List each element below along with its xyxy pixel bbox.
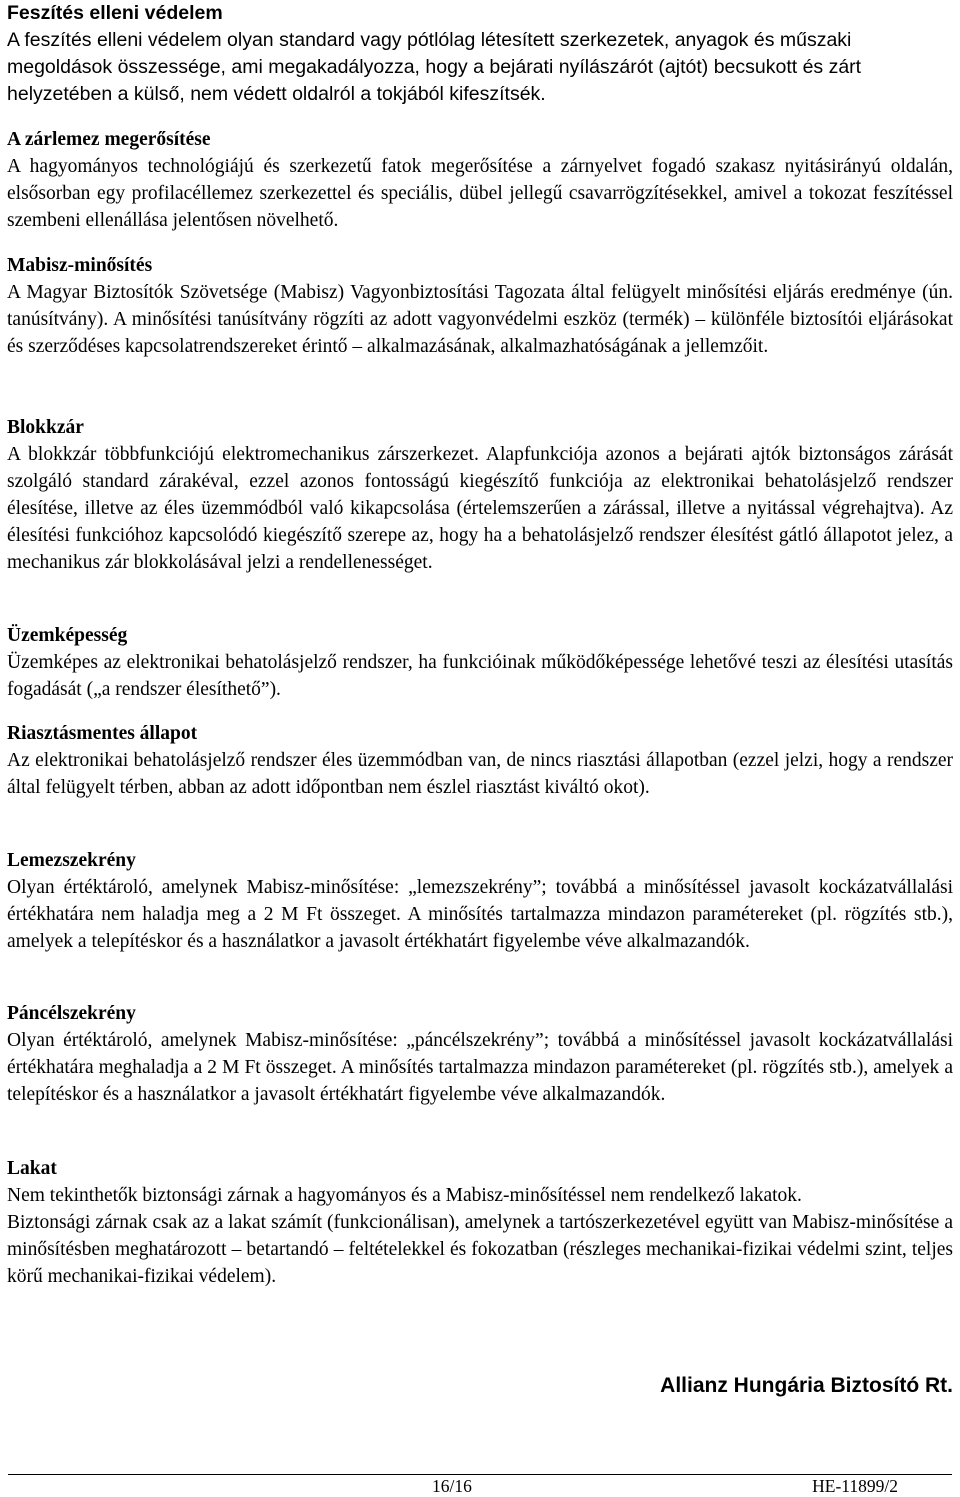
section-uzemkepesseg <box>7 622 953 703</box>
section-feszites <box>7 0 955 108</box>
section-heading: Lakat <box>7 1158 57 1179</box>
section-body: Olyan értéktároló, amelynek Mabisz-minősítése: „páncélszekrény”; továbbá a minősítéssel javasolt kockázatvállalási értékhatára meghaladja a 2 M Ft összeget. A minősítés tartalmazza mindazon paramétereket (pl. rögzítés stb.), amelyek a telepítéskor és a használatkor a javasolt értékhatárt figyelembe véve alkalmazandók. <box>7 1030 953 1105</box>
section-pancelszekreny <box>7 1000 953 1108</box>
section-body: A hagyományos technológiájú és szerkezetű fatok megerősítése a zárnyelvet fogadó szakasz nyitásirányú oldalán, elsősorban egy profilacéllemez szerkezettel és speciális, dübel jellegű csavarrögzítésekkel, amivel a tokozat feszítéssel szembeni ellenállása jelentősen növelhető. <box>7 156 953 231</box>
section-heading: A zárlemez megerősítése <box>7 129 211 150</box>
section-body: Üzemképes az elektronikai behatolásjelző rendszer, ha funkcióinak működőképessége lehetővé teszi az élesítési utasítás fogadását („a rendszer élesíthető”). <box>7 652 953 700</box>
section-heading: Riasztásmentes állapot <box>7 723 198 744</box>
page-number: 16/16 <box>432 1476 472 1496</box>
section-zarlemez <box>7 126 953 234</box>
section-body: A Magyar Biztosítók Szövetsége (Mabisz) Vagyonbiztosítási Tagozata által felügyelt minősítési eljárás eredménye (ún. tanúsítvány). A minősítési tanúsítvány rögzíti az adott vagyonvédelmi eszköz (termék) – különféle biztosítói eljárásokat és szerződéses kapcsolatrendszereket érintő – alkalmazásának, alkalmazhatóságának a jellemzőit. <box>7 282 953 357</box>
signature: Allianz Hungária Biztosító Rt. <box>660 1374 953 1397</box>
section-body: Nem tekinthetők biztonsági zárnak a hagyományos és a Mabisz-minősítéssel nem rendelkező lakatok. <box>7 1185 802 1206</box>
section-heading: Blokkzár <box>7 417 84 438</box>
section-body: A blokkzár többfunkciójú elektromechanikus zárszerkezet. Alapfunkciója azonos a bejárati ajtók biztonságos zárását szolgáló standard zárakéval, ezzel azonos fontosságú kiegészítő funkciója az elektronikai behatolásjelző rendszer élesítése, illetve az éles üzemmódból való kikapcsolása (értelemszerűen a zárással, illetve a nyitással végrehajtva). Az élesítési funkcióhoz kapcsolódó kiegészítő szerepe az, hogy ha a behatolásjelző rendszer élesítést gátló állapotot jelez, a mechanikus zár blokkolásával jelzi a rendellenességet. <box>7 444 953 573</box>
section-riasztasmentes <box>7 720 953 801</box>
section-lakat <box>7 1155 953 1290</box>
section-blokkzar <box>7 414 953 576</box>
section-body: Biztonsági zárnak csak az a lakat számít (funkcionálisan), amelynek a tartószerkezetével együtt van Mabisz-minősítése a minősítésben meghatározott – betartandó – feltételekkel és fokozatban (részleges mechanikai-fizikai védelmi szint, teljes körű mechanikai-fizikai védelem). <box>7 1212 953 1287</box>
section-mabisz <box>7 252 953 360</box>
section-heading: Lemezszekrény <box>7 850 136 871</box>
section-heading: Mabisz-minősítés <box>7 255 153 276</box>
section-lemezszekreny <box>7 847 953 955</box>
section-body: A feszítés elleni védelem olyan standard vagy pótlólag létesített szerkezetek, anyagok és műszaki megoldások összessége, ami megakadályozza, hogy a bejárati nyílászárót (ajtót) becsukott és zárt helyzetében a külső, nem védett oldalról a tokjából kifeszítsék. <box>7 29 862 105</box>
section-heading: Páncélszekrény <box>7 1003 136 1024</box>
footer-divider <box>8 1474 952 1475</box>
section-heading: Üzemképesség <box>7 625 128 646</box>
document-id: HE-11899/2 <box>812 1476 898 1496</box>
section-body: Olyan értéktároló, amelynek Mabisz-minősítése: „lemezszekrény”; továbbá a minősítéssel javasolt kockázatvállalási értékhatára nem haladja meg a 2 M Ft összeget. A minősítés tartalmazza mindazon paramétereket (pl. rögzítés stb.), amelyek a telepítéskor és a használatkor a javasolt értékhatárt figyelembe véve alkalmazandók. <box>7 877 953 952</box>
section-body: Az elektronikai behatolásjelző rendszer éles üzemmódban van, de nincs riasztási állapotban (ezzel jelzi, hogy a rendszer által felügyelt térben, abban az adott időpontban nem észlel riasztást kiváltó okot). <box>7 750 953 798</box>
section-heading: Feszítés elleni védelem <box>7 2 223 24</box>
